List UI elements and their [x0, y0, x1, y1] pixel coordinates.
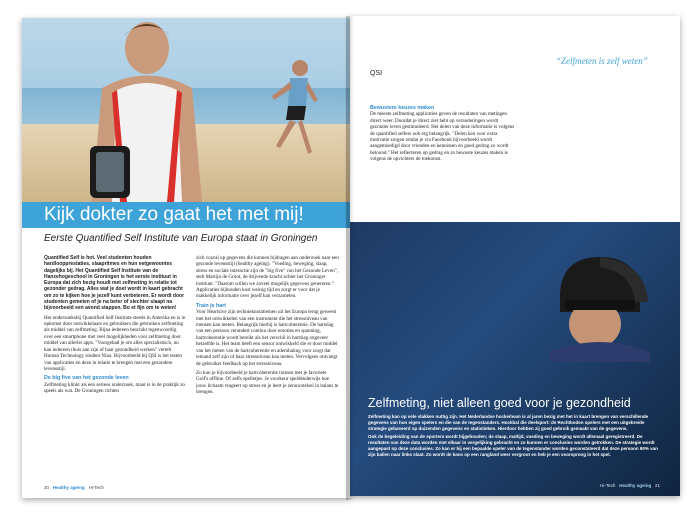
paragraph: De meeste zelfmeting applicaties geven de resultaten van metingen direct weer. Doordat je direct ziet hebt op veranderingen wordt gezonder leven gestimuleerd. Het delen van deze informatie is volgens de quantified selfers ook erg belangrijk. "Delen kan voor extra motivatie zorgen omdat je via Facebook bijvoorbeeld wordt aangemoedigd door vrienden en kennissen en goed gedrag zo wordt beloond." Het reflecteren op gedrag en zo bewuste keuzes maken is volgens de opvichters de toekomst.: [370, 111, 515, 163]
left-page: [22, 18, 350, 498]
intro-paragraph: Quantified Self is hot. Veel studenten houden hardloopprestaties, slaapritmes en hun eetgewoontes dagelijks bij. Het Quantified Self Institute van de Hanzehogeschool in Groningen is het eerste instituut in Europa dat zich bezig houdt met zelfmeting in relatie tot gezonder gedrag. Alles wat je doet wordt in kaart gebracht om zo te kijken hoe je jezelf kunt verbeteren. Er wordt door studenten gemeten of je na beter of slechter slaapt na bijvoorbeeld een avond stappen. Bo et fijn om te weten!: [44, 255, 185, 312]
paragraph: Zelfmeting klinkt als een serieus onderzoek, maar is in de praktijk zo speels als wat. De Groningen richten: [44, 381, 185, 395]
page-number: 20: [44, 485, 50, 490]
page-footer-left: [44, 485, 104, 490]
paragraph: zich vooral op gegevens die kunnen bijdragen aan onderzoek naar een gezonde levensstijl (healthy ageing). "Voeding, beweging, slaap, stress en sociale interactie zijn de "big five" van het Gezonde Leven", stelt Martijn de Groot, de drijvende kracht achter het Groninger instituut. "Daarom willen we zoveel mogelijk gegevens genereren." Applicaties bijhouden kost weinig tijd en zorgt er voor dat je makkelijk informatie over jezelf kan verzamelen.: [196, 255, 339, 300]
page-footer-right: [600, 483, 660, 488]
section-heading: Train je hart: [196, 302, 227, 309]
paragraph: Zelfmeting kan op vele vlakken nuttig zijn. Het Nederlandse hockeiteam is al jaren bezig met het in kaart brengen van verschillende gegevens van hun eigen spelers en die van de tegenstanders. Hockbal die deelsport: de Rechtboden spelers met een uitgebreide strategie gebaseerd op duizenden gegevens en statistieken. Hierdoor hebben zij goed gebruik gemaakt van de gegevens.: [368, 414, 649, 431]
column-2: [196, 255, 340, 399]
magazine-spine: [346, 16, 354, 500]
section-label: QSI: [370, 70, 383, 77]
pull-quote: “Zelfmeten is zelf weten”: [556, 56, 648, 66]
article-title: Kijk dokter zo gaat het met mij!: [44, 204, 304, 225]
section-heading: Bewustere keuzes maken: [370, 105, 435, 111]
paragraph: Voor Heartsive zijn technieknotatiemen uit het Europa terug geweest met het ontwikkelen van een instrument die het stressniveau van mensen kan meten. Belangrijk hierbij is hartcoherentie. De hartslag van een persoon verandert continu door emoties en spanning, hartcoherentie wordt bereikt als het verschil in hartslag ongeveer hetzelfde is. Het team heeft een sensor ontwikkeld die er door middel van het meten van de hartcoherentie en ademhaling voor zorgt dat iemand zelf zijn of haar stressniveau kan meten. Vervolgens ontvangt de gebruiker feedback op het stressniveau.: [196, 309, 338, 367]
column-1: [44, 255, 186, 398]
runner-image: [262, 56, 322, 156]
article-subtitle: Eerste Quantified Self Institute van Europa staat in Groningen: [44, 233, 318, 244]
footer-brand: Healthy ageing: [619, 483, 652, 488]
footer-brand: Healthy ageing: [52, 485, 85, 490]
helmeted-player-image: [540, 252, 650, 362]
paragraph: Ook de begeleiding van de sporters wordt bijgehouden; de slaap, maltijd, voeding en beweging wordt allemaal geregistreerd. De resultaten van deze data worden met elkaar in vergelijking gebracht en zo kunnen er conclusies worden getrokken. De strategie wordt aangepast op deze conclusies. Zo kan er bij een bepaalde speler van de tegenstander worden geconstateerd dat deze persoon 90% van zijn ballen naar links slaat. Zo wordt de kans op een rangland weer vergroot en heb je een voorsprong in het spel.: [368, 434, 658, 457]
beach-runners-photo: [22, 18, 350, 202]
paragraph: Zo kun je bijvoorbeeld je hartcoherentie trainen met je favoriete Golf's offline. Of zelfs spelletjes. Je voorkeur speldenderwijs hoe jouw lichaam reageert op stress en je leert je zenuwstelsel in balans te brengen.: [196, 369, 339, 396]
footer-section: Hi-Tech: [88, 485, 104, 490]
page-number: 21: [654, 483, 660, 488]
section-heading: De big five van het gezonde leven: [44, 375, 129, 382]
footer-section: Hi-Tech: [600, 483, 616, 488]
right-page: [350, 16, 680, 496]
photo-title: Zelfmeting, niet alleen goed voor je gezondheid: [368, 396, 631, 410]
paragraph: Het onderzoeksbij Quantified Self Institute steeds in Amerika en is in opkomst door ontwikkelaars en gebruikers die gebruiken zelfmeting als middel van zelfmeting. Bijna iedereen beschikt tegenwoordig over een smartphone met veel mogelijkheden voor zelfmeting door middel van allerlei apps. "Voorgehad je om alles specialistisch, nu kan iedereen thuis aan zijn of haar gezondheid werken" vertelt Human Technology student Nina. Bijvoorbeeld bij QSI is het testen van applicaties en deze in relatie te brengen met een gezondere levensstijl.: [44, 314, 186, 372]
man-with-armband-image: [82, 18, 212, 202]
photo-caption: [368, 414, 664, 461]
right-column: [370, 102, 516, 166]
